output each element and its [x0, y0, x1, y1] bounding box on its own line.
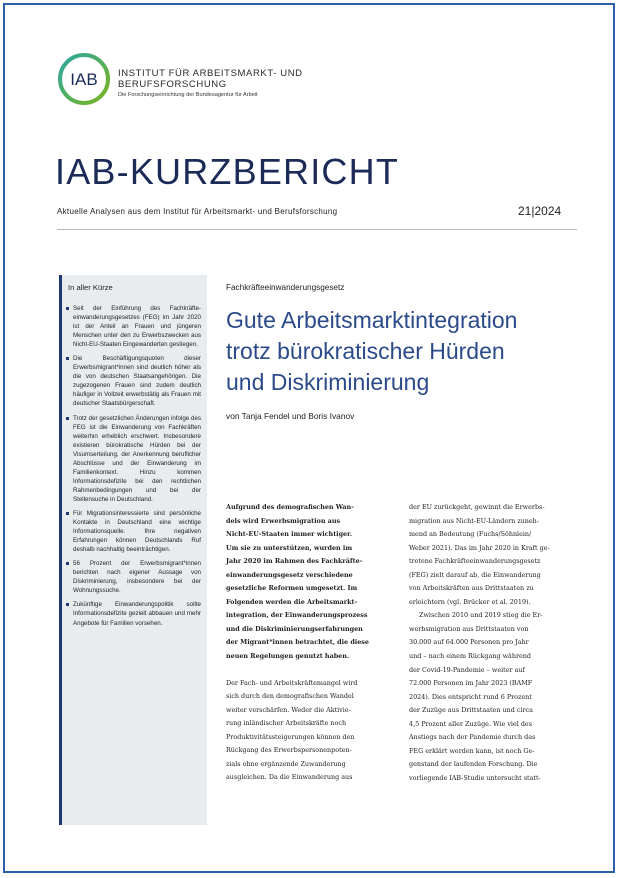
- text-line: gesetzliche Reformen umgesetzt. Im: [226, 584, 358, 593]
- text-line: neuen Regelungen genutzt haben.: [226, 652, 350, 661]
- text-line: 4,5 Prozent aller Zuzüge. Wie viel des: [409, 719, 532, 728]
- institute-name-line1: INSTITUT FÜR ARBEITSMARKT- UND: [118, 68, 303, 79]
- lead-paragraph: [226, 501, 401, 664]
- issue-number: 21|2024: [518, 204, 562, 218]
- text-line: und die Diskriminierungserfahrungen: [226, 624, 363, 633]
- logo-text: IAB: [70, 70, 98, 89]
- text-line: tretene Fachkräfteeinwanderungsgesetz: [409, 557, 541, 566]
- body-paragraph: [409, 609, 583, 785]
- text-line: ausgleichen. Da die Einwanderung aus: [226, 773, 353, 782]
- summary-bullet: Trotz der gesetzlichen Änderungen infolge des FEG ist die Einwanderung von Fachkräften weiterhin erheblich erschwert. Insbesondere existieren bürokratische Hürden bei der Visumserteilung, der Anerkennung beruflicher Abschlüsse und der Einwanderung im Familienkontext. Hinzu kommen Informationsdefizite bei den rechtlichen Rahmenbedingungen und bei der Stellensuche in Deutschland.: [66, 414, 201, 504]
- text-line: rung inländischer Arbeitskräfte noch: [226, 719, 347, 728]
- text-line: zials ohne ergänzende Zuwanderung: [226, 759, 346, 768]
- text-line: Aufgrund des demografischen Wan-: [226, 503, 354, 511]
- text-line: FEG erklärt werden kann, ist noch Ge-: [409, 746, 535, 755]
- text-line: Produktivitätssteigerungen können den: [226, 732, 355, 741]
- summary-bullet: Die Beschäftigungsquoten dieser Erwerbsmigrant*innen sind deutlich höher als die von deutschen Staatsangehörigen. Die zugezogenen Frauen sind zudem deutlich häufiger in Vollzeit erwerbstätig als Frauen mit deutscher Staatsbürgerschaft.: [66, 354, 201, 408]
- body-column-left: [226, 501, 401, 785]
- text-line: der Migrant*innen betrachtet, die diese: [226, 638, 369, 647]
- text-line: vorliegende IAB-Studie untersucht statt-: [409, 773, 541, 782]
- text-line: Rückgang des Erwerbspersonenpoten-: [226, 746, 352, 755]
- text-line: 72.000 Personen im Jahr 2023 (BAMF: [409, 679, 533, 688]
- text-line: von Arbeitskräften aus Drittstaaten zu: [409, 584, 534, 593]
- article-byline: von Tanja Fendel und Boris Ivanov: [226, 411, 355, 421]
- text-line: erleichtern (vgl. Brücker et al. 2019).: [409, 597, 531, 606]
- text-line: Nicht-EU-Staaten immer wichtiger.: [226, 530, 353, 539]
- text-line: sich durch den demografischen Wandel: [226, 692, 354, 701]
- headline-line: Gute Arbeitsmarktintegration: [226, 307, 518, 333]
- headline-line: und Diskriminierung: [226, 369, 430, 395]
- text-line: der Zuzüge aus Drittstaaten und circa: [409, 706, 533, 715]
- text-line: und – nach einem Rückgang während: [409, 652, 532, 661]
- body-paragraph: [226, 677, 401, 785]
- text-line: Weber 2021). Das im Jahr 2020 in Kraft ge-: [409, 543, 550, 552]
- series-subtitle: Aktuelle Analysen aus dem Institut für Arbeitsmarkt- und Berufsforschung: [57, 207, 338, 216]
- header-divider: [57, 229, 577, 230]
- article-headline: [226, 305, 586, 398]
- text-line: 30.000 auf 64.000 Personen pro Jahr: [409, 638, 529, 647]
- text-line: genstand der laufenden Forschung. Die: [409, 760, 538, 769]
- text-line: dels wird Erwerbsmigration aus: [226, 516, 341, 525]
- text-line: Zwischen 2010 und 2019 stieg die Er-: [419, 611, 543, 620]
- summary-title: In aller Kürze: [68, 283, 113, 292]
- text-line: integration, der Einwanderungsprozess: [226, 611, 368, 620]
- text-line: Folgenden werden die Arbeitsmarkt-: [226, 597, 358, 606]
- headline-line: trotz bürokratischer Hürden: [226, 338, 505, 364]
- summary-bullet: Zukünftige Einwanderungspolitik sollte Informationsdefizite gezielt abbauen und mehr Angebote für Familien vorsehen.: [66, 600, 201, 627]
- body-paragraph: [409, 501, 583, 609]
- text-line: der Covid-19-Pandemie – weiter auf: [409, 665, 525, 674]
- summary-bullet: Für Migrationsinteressierte sind persönliche Kontakte in Deutschland eine wichtige Informationsquelle. Ihre negativen Erfahrungen können Deutschlands Ruf deshalb nachhaltig beeinträchtigen.: [66, 509, 201, 554]
- text-line: weiter verschärfen. Weder die Aktivie-: [226, 705, 351, 714]
- iab-logo: [57, 52, 111, 106]
- text-line: migration aus Nicht-EU-Ländern zuneh-: [409, 516, 539, 525]
- text-line: Der Fach- und Arbeitskräftemangel wird: [226, 678, 358, 687]
- summary-bullet: 56 Prozent der Erwerbsmigrant*innen berichten nach eigener Aussage von Diskriminierung, insbesondere bei der Wohnungssuche.: [66, 559, 201, 595]
- text-line: 2024). Dies entspricht rund 6 Prozent: [409, 692, 532, 701]
- summary-list: [66, 304, 201, 633]
- text-line: Um sie zu unterstützen, wurden im: [226, 543, 353, 552]
- institute-tagline: Die Forschungseinrichtung der Bundesagentur für Arbeit: [118, 92, 258, 98]
- text-line: (FEG) zielt darauf ab, die Einwanderung: [409, 570, 541, 579]
- text-line: werbsmigration aus Drittstaaten von: [409, 624, 529, 633]
- series-title: IAB-KURZBERICHT: [55, 151, 400, 192]
- text-line: der EU zurückgeht, gewinnt die Erwerbs-: [409, 503, 545, 511]
- text-line: mend an Bedeutung (Fuchs/Söhnlein/: [409, 530, 532, 539]
- summary-bullet: Seit der Einführung des Fachkräfte-einwanderungsgesetzes (FEG) im Jahr 2020 ist der Anteil an Frauen und jüngeren Menschen unter den zu Erwerbszwecken aus Nicht-EU-Staaten Eingewanderten gestiegen.: [66, 304, 201, 349]
- text-line: Jahr 2020 im Rahmen des Fachkräfte-: [226, 557, 363, 566]
- article-kicker: Fachkräfteeinwanderungsgesetz: [226, 283, 345, 292]
- text-line: Anstiegs nach der Pandemie durch das: [409, 733, 536, 742]
- institute-name-line2: BERUFSFORSCHUNG: [118, 79, 227, 90]
- text-line: einwanderungsgesetz verschiedene: [226, 570, 353, 579]
- body-column-right: [409, 501, 583, 785]
